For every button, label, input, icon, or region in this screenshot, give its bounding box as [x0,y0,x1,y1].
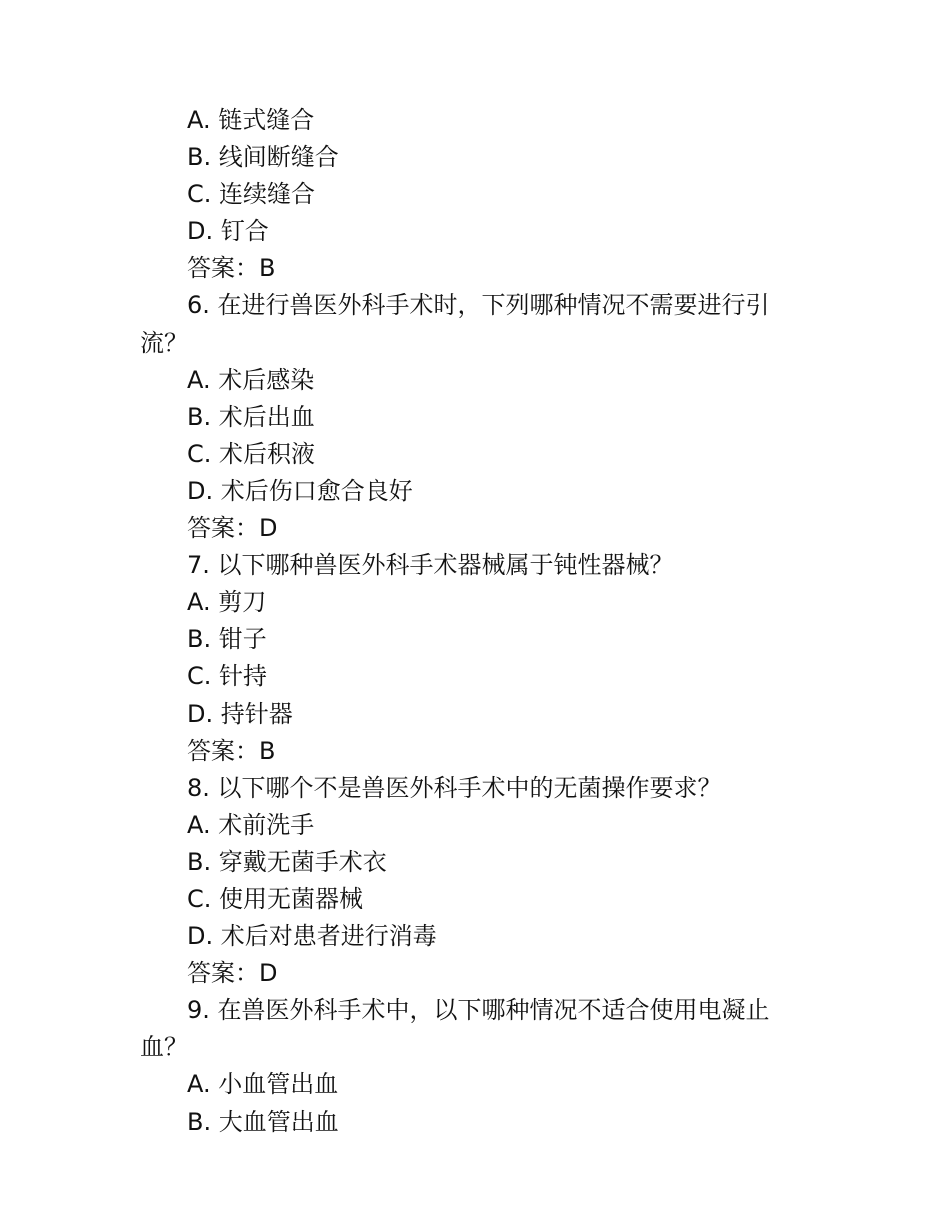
q5-option-b: B. 线间断缝合 [187,143,339,172]
q9-option-b: B. 大血管出血 [187,1107,339,1136]
q6-option-b: B. 术后出血 [187,402,315,431]
q5-option-c: C. 连续缝合 [187,180,316,209]
q8-option-a: A. 术前洗手 [187,810,315,839]
q9-question: 9. 在兽医外科手术中，以下哪种情况不适合使用电凝止血？ [140,996,770,1062]
q5-option-a: A. 链式缝合 [187,106,315,134]
q9-option-a: A. 小血管出血 [187,1070,339,1099]
q7-option-d: D. 持针器 [187,699,293,728]
q7-option-c: C. 针持 [187,662,268,691]
q6-option-c: C. 术后积液 [187,439,316,468]
q5-option-d: D. 钉合 [187,217,269,246]
q6-question: 6. 在进行兽医外科手术时，下列哪种情况不需要进行引流？ [140,291,770,357]
q7-answer: 答案：B [187,736,276,765]
q8-question: 8. 以下哪个不是兽医外科手术中的无菌操作要求？ [187,773,722,802]
q8-answer: 答案：D [187,959,278,988]
q7-question: 7. 以下哪种兽医外科手术器械属于钝性器械？ [187,551,674,580]
question-list [140,102,800,1141]
q6-option-a: A. 术后感染 [187,365,315,394]
q7-option-b: B. 钳子 [187,625,267,654]
q6-answer: 答案：D [187,514,278,543]
q6-option-d: D. 术后伤口愈合良好 [187,476,413,505]
q8-option-d: D. 术后对患者进行消毒 [187,922,437,951]
q7-option-a: A. 剪刀 [187,588,267,617]
q5-answer: 答案：B [187,254,276,283]
q8-option-b: B. 穿戴无菌手术衣 [187,847,387,876]
q8-option-c: C. 使用无菌器械 [187,884,364,913]
